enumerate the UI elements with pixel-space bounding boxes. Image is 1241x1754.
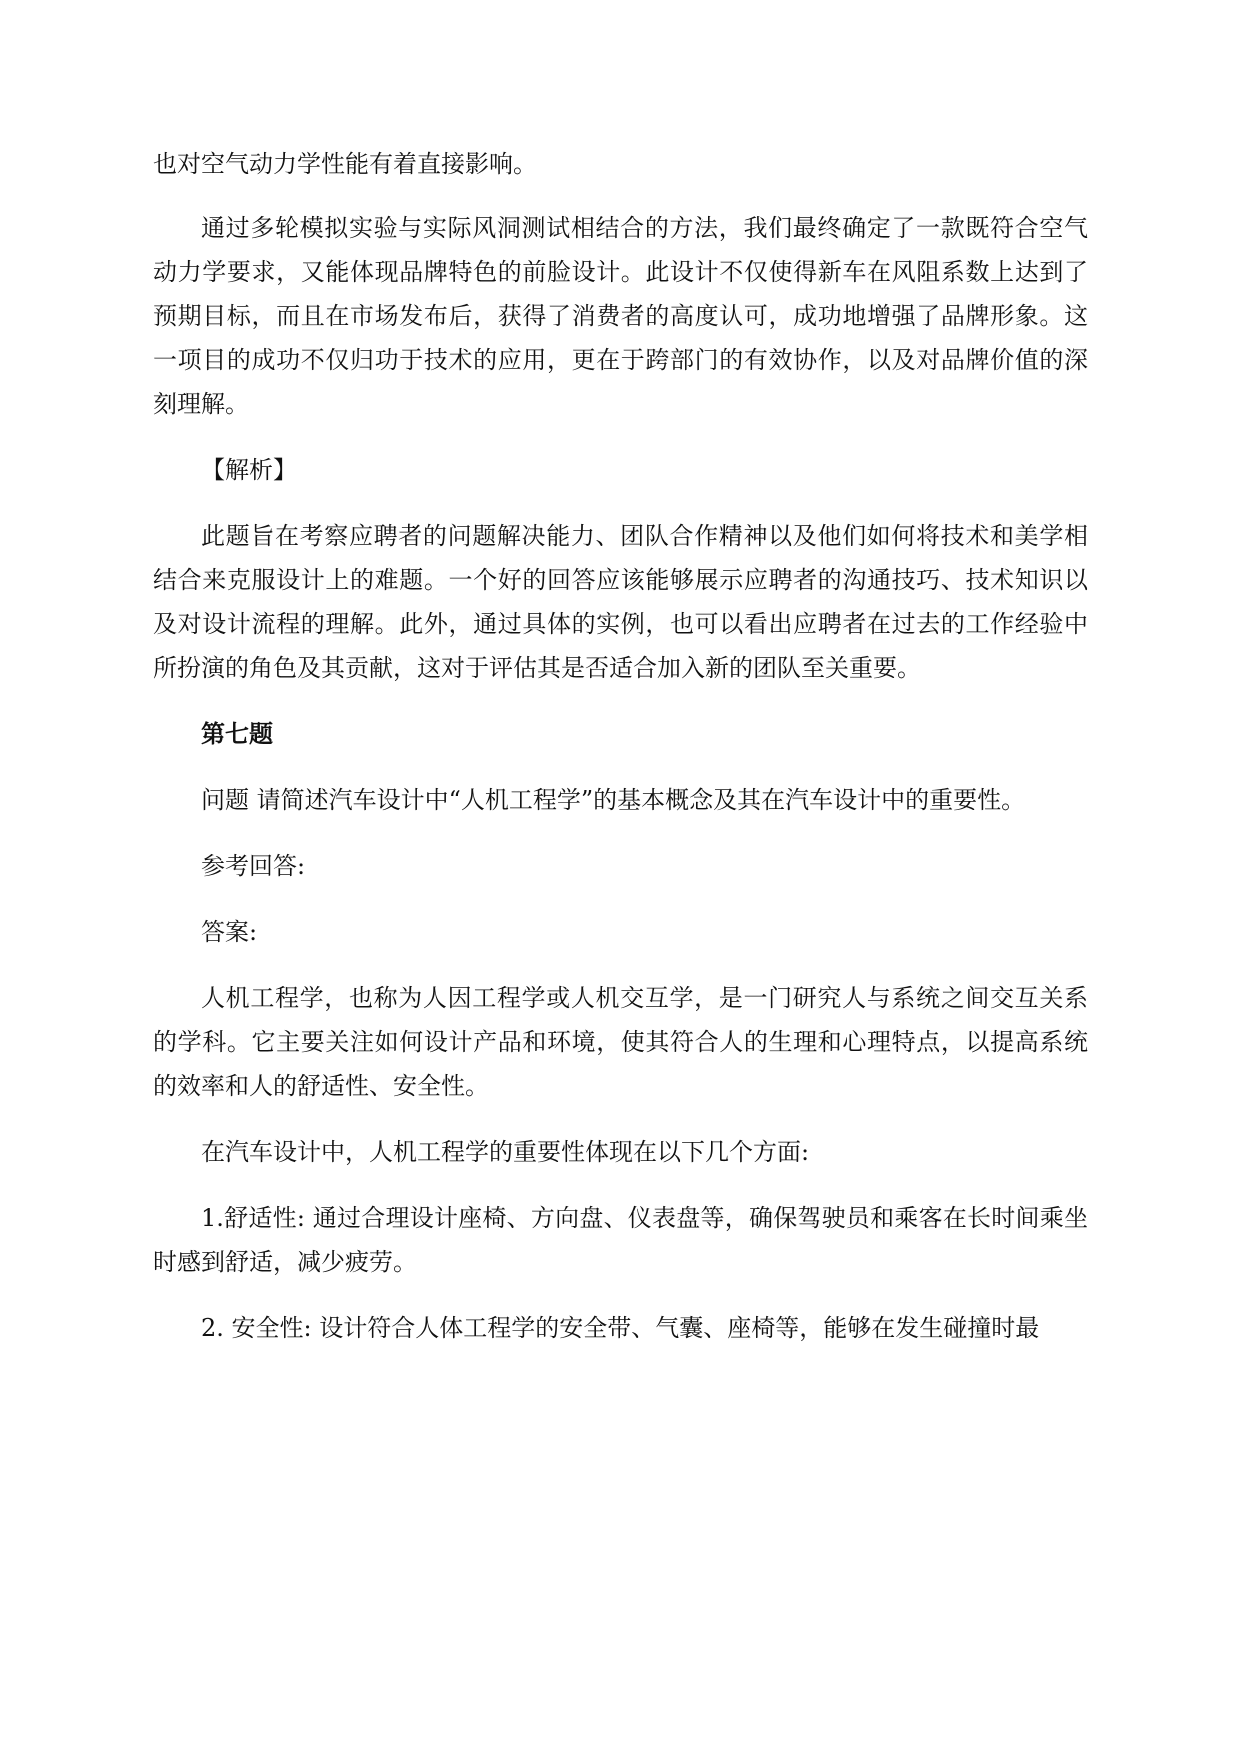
list-item-safety: 2. 安全性: 设计符合人体工程学的安全带、气囊、座椅等，能够在发生碰撞时最 — [201, 1314, 1040, 1342]
question-text: 问题 请简述汽车设计中“人机工程学”的基本概念及其在汽车设计中的重要性。 — [201, 786, 1026, 814]
reference-answer-label: 参考回答: — [201, 852, 306, 880]
answer-label: 答案: — [201, 918, 258, 946]
paragraph-design-outcome: 通过多轮模拟实验与实际风洞测试相结合的方法，我们最终确定了一款既符合空气动力学要求，又能体现品牌特色的前脸设计。此设计不仅使得新车在风阻系数上达到了预期目标，而且在市场发布后，获得了消费者的高度认可，成功地增强了品牌形象。这一项目的成功不仅归功于技术的应用，更在于跨部门的有效协作，以及对品牌价值的深刻理解。 — [153, 214, 1088, 418]
analysis-label: 【解析】 — [201, 456, 297, 484]
question-heading: 第七题 — [201, 719, 273, 748]
paragraph-continuation: 也对空气动力学性能有着直接影响。 — [153, 150, 537, 178]
paragraph-ergonomics-definition: 人机工程学，也称为人因工程学或人机交互学，是一门研究人与系统之间交互关系的学科。它主要关注如何设计产品和环境，使其符合人的生理和心理特点，以提高系统的效率和人的舒适性、安全性。 — [153, 984, 1088, 1100]
list-item-comfort: 1.舒适性: 通过合理设计座椅、方向盘、仪表盘等，确保驾驶员和乘客在长时间乘坐时感到舒适，减少疲劳。 — [153, 1204, 1088, 1276]
document-body — [153, 142, 1088, 1372]
paragraph-importance-intro: 在汽车设计中，人机工程学的重要性体现在以下几个方面: — [201, 1138, 810, 1166]
paragraph-analysis: 此题旨在考察应聘者的问题解决能力、团队合作精神以及他们如何将技术和美学相结合来克服设计上的难题。一个好的回答应该能够展示应聘者的沟通技巧、技术知识以及对设计流程的理解。此外，通过具体的实例，也可以看出应聘者在过去的工作经验中所扮演的角色及其贡献，这对于评估其是否适合加入新的团队至关重要。 — [153, 522, 1088, 682]
